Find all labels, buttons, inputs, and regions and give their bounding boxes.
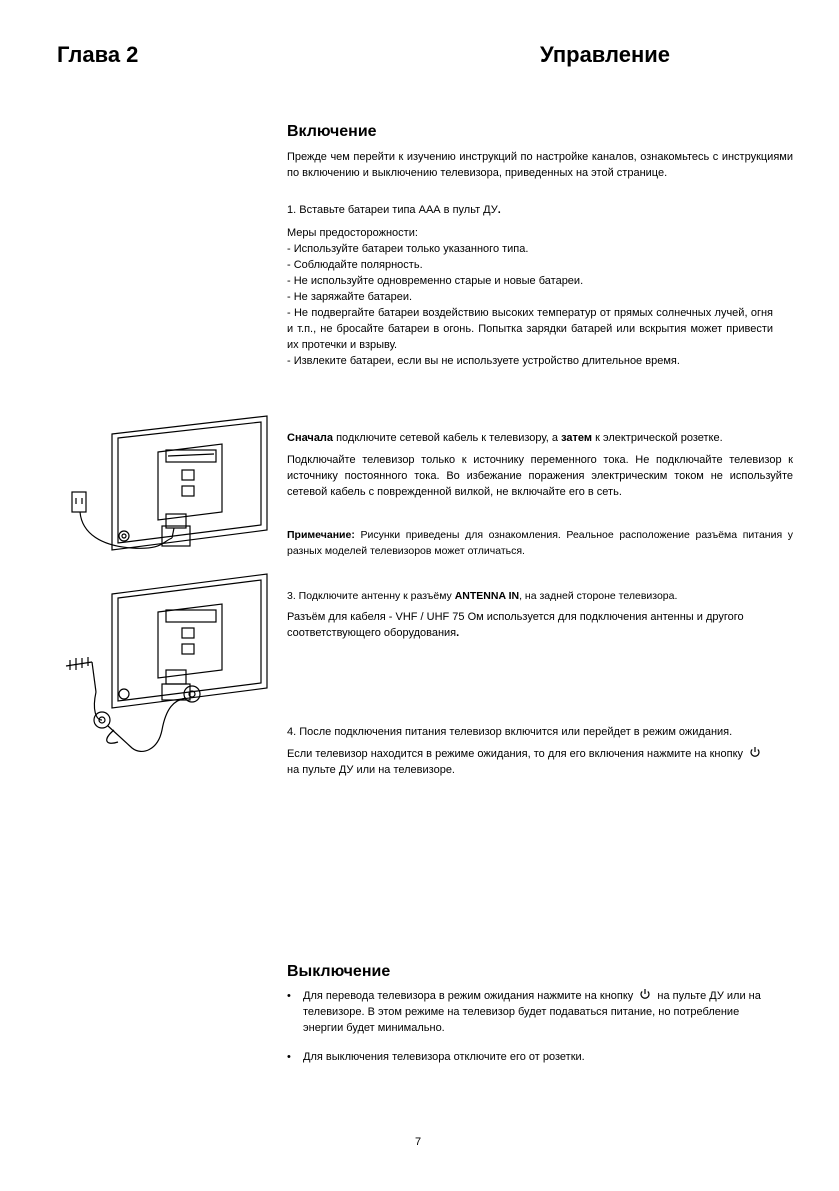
precaution-item: - Соблюдайте полярность.	[287, 259, 423, 271]
note-label: Примечание:	[287, 529, 355, 541]
power-off-item-2: • Для выключения телевизора отключите его от розетки.	[287, 1051, 585, 1063]
intro-paragraph: Прежде чем перейти к изучению инструкций по настройке каналов, ознакомьтесь с инструкциями по включению и выключению телевизора, приведенных на этой странице.	[287, 151, 793, 179]
bullet: •	[287, 1051, 291, 1063]
precaution-item: - Не подвергайте батареи воздействию высоких температур от прямых солнечных лучей, огня и т.п., не бросайте батареи в огонь. Попытка зарядки батарей или вскрытия может привести их протечки и взрыву.	[287, 307, 773, 351]
precautions	[287, 225, 793, 369]
tv-power-connection-illustration	[62, 414, 272, 564]
chapter-title: Глава 2	[57, 42, 139, 67]
power-off-title: Выключение	[287, 963, 391, 980]
step-2-detail: Подключайте телевизор только к источнику переменного тока. Не подключайте телевизор к источнику постоянного тока. Во избежание поражения электрическим током не используйте сетевой кабель с поврежденной вилкой, не включайте его в сеть.	[287, 454, 793, 498]
step-2: Сначала подключите сетевой кабель к телевизору, а затем к электрической розетке.	[287, 432, 723, 444]
precaution-item: - Извлеките батареи, если вы не используете устройство длительное время.	[287, 355, 680, 367]
bullet: •	[287, 990, 291, 1002]
tv-antenna-connection-illustration	[62, 570, 272, 760]
precaution-item: - Не заряжайте батареи.	[287, 291, 413, 303]
step-4: 4. После подключения питания телевизор включится или перейдет в режим ожидания.	[287, 726, 733, 738]
precaution-item: - Не используйте одновременно старые и новые батареи.	[287, 275, 584, 287]
power-on-title: Включение	[287, 123, 377, 140]
section-title: Управление	[540, 42, 671, 67]
step-4-detail: Если телевизор находится в режиме ожидания, то для его включения нажмите на кнопку на пульте ДУ или на телевизоре.	[287, 746, 777, 778]
step-1: 1. Вставьте батареи типа ААА в пульт ДУ.	[287, 204, 501, 216]
power-icon	[639, 988, 651, 1000]
power-off-item-1: • Для перевода телевизора в режим ожидания нажмите на кнопку на пульте ДУ или на телевизоре. В этом режиме на телевизор будет подаваться питание, но потребление энергии будет минимально.	[287, 990, 761, 1034]
step-3: 3. Подключите антенну к разъёму ANTENNA IN, на задней стороне телевизора.	[287, 590, 678, 602]
page-number: 7	[415, 1136, 422, 1148]
precaution-item: - Используйте батареи только указанного типа.	[287, 243, 529, 255]
step-3-detail: Разъём для кабеля - VHF / UHF 75 Ом используется для подключения антенны и другого соответствующего оборудования.	[287, 611, 744, 639]
note: Примечание: Рисунки приведены для ознакомления. Реальное расположение разъёма питания у разных моделей телевизоров может отличаться.	[287, 529, 793, 557]
precautions-title: Меры предосторожности:	[287, 227, 418, 239]
power-icon	[749, 746, 761, 758]
